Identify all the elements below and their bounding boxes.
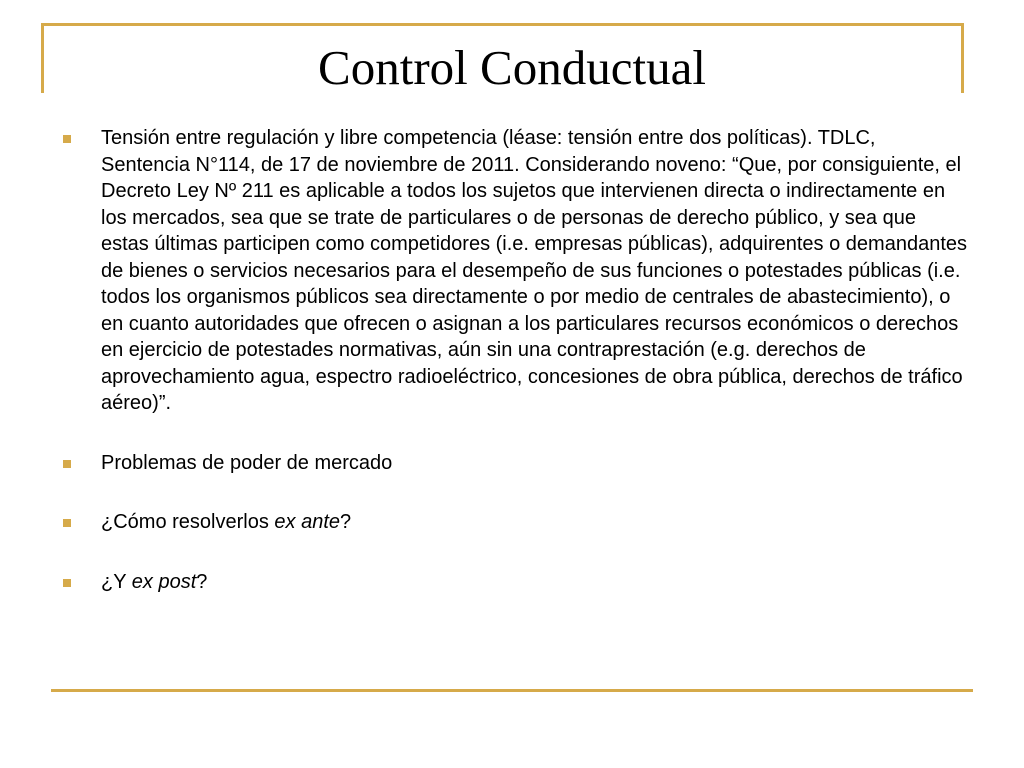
frame-bottom-rule (51, 689, 973, 692)
bullet-text: Problemas de poder de mercado (101, 451, 393, 474)
bullet-list (58, 125, 968, 595)
bullet-item-tension (58, 125, 968, 417)
square-bullet-icon (63, 135, 71, 143)
square-bullet-icon (63, 460, 71, 468)
bullet-item-ex-post (58, 569, 968, 596)
bullet-text-prefix: ¿Cómo resolverlos (101, 511, 275, 533)
bullet-text-suffix: ? (196, 570, 208, 593)
square-bullet-icon (63, 519, 71, 527)
bullet-text-prefix: ¿Y (101, 570, 132, 593)
bullet-text: Tensión entre regulación y libre competencia (léase: tensión entre dos políticas). TDLC, Sentencia N°114, de 17 de noviembre de 2011. Considerando noveno: “Que, por consiguiente, el Decreto Ley Nº 211 es aplicable a todos los sujetos que intervienen directa o indirectamente en los mercados, sea que se trate de particulares o de personas de derecho público, y sea que estas últimas participen como competidores (i.e. empresas públicas), adquirentes o demandantes de bienes o servicios necesarios para el desempeño de sus funciones o potestades públicas (i.e. todos los organismos públicos sea directamente o por medio de centrales de abastecimiento), o en cuanto autoridades que ofrecen o asignan a los particulares recursos económicos o derechos en ejercicio de potestades normativas, aún sin una contraprestación (e.g. derechos de aprovechamiento agua, espectro radioeléctrico, concesiones de obra pública, derechos de tráfico aéreo)”. (101, 127, 967, 414)
bullet-text-emphasis: ex ante (274, 511, 340, 533)
bullet-item-market-power (58, 450, 968, 477)
bullet-text-suffix: ? (340, 511, 352, 533)
frame-top-rule (41, 23, 964, 26)
square-bullet-icon (63, 579, 71, 587)
bullet-item-ex-ante (58, 509, 968, 536)
bullet-text-emphasis: ex post (131, 570, 197, 593)
slide-title: Control Conductual (318, 40, 706, 95)
